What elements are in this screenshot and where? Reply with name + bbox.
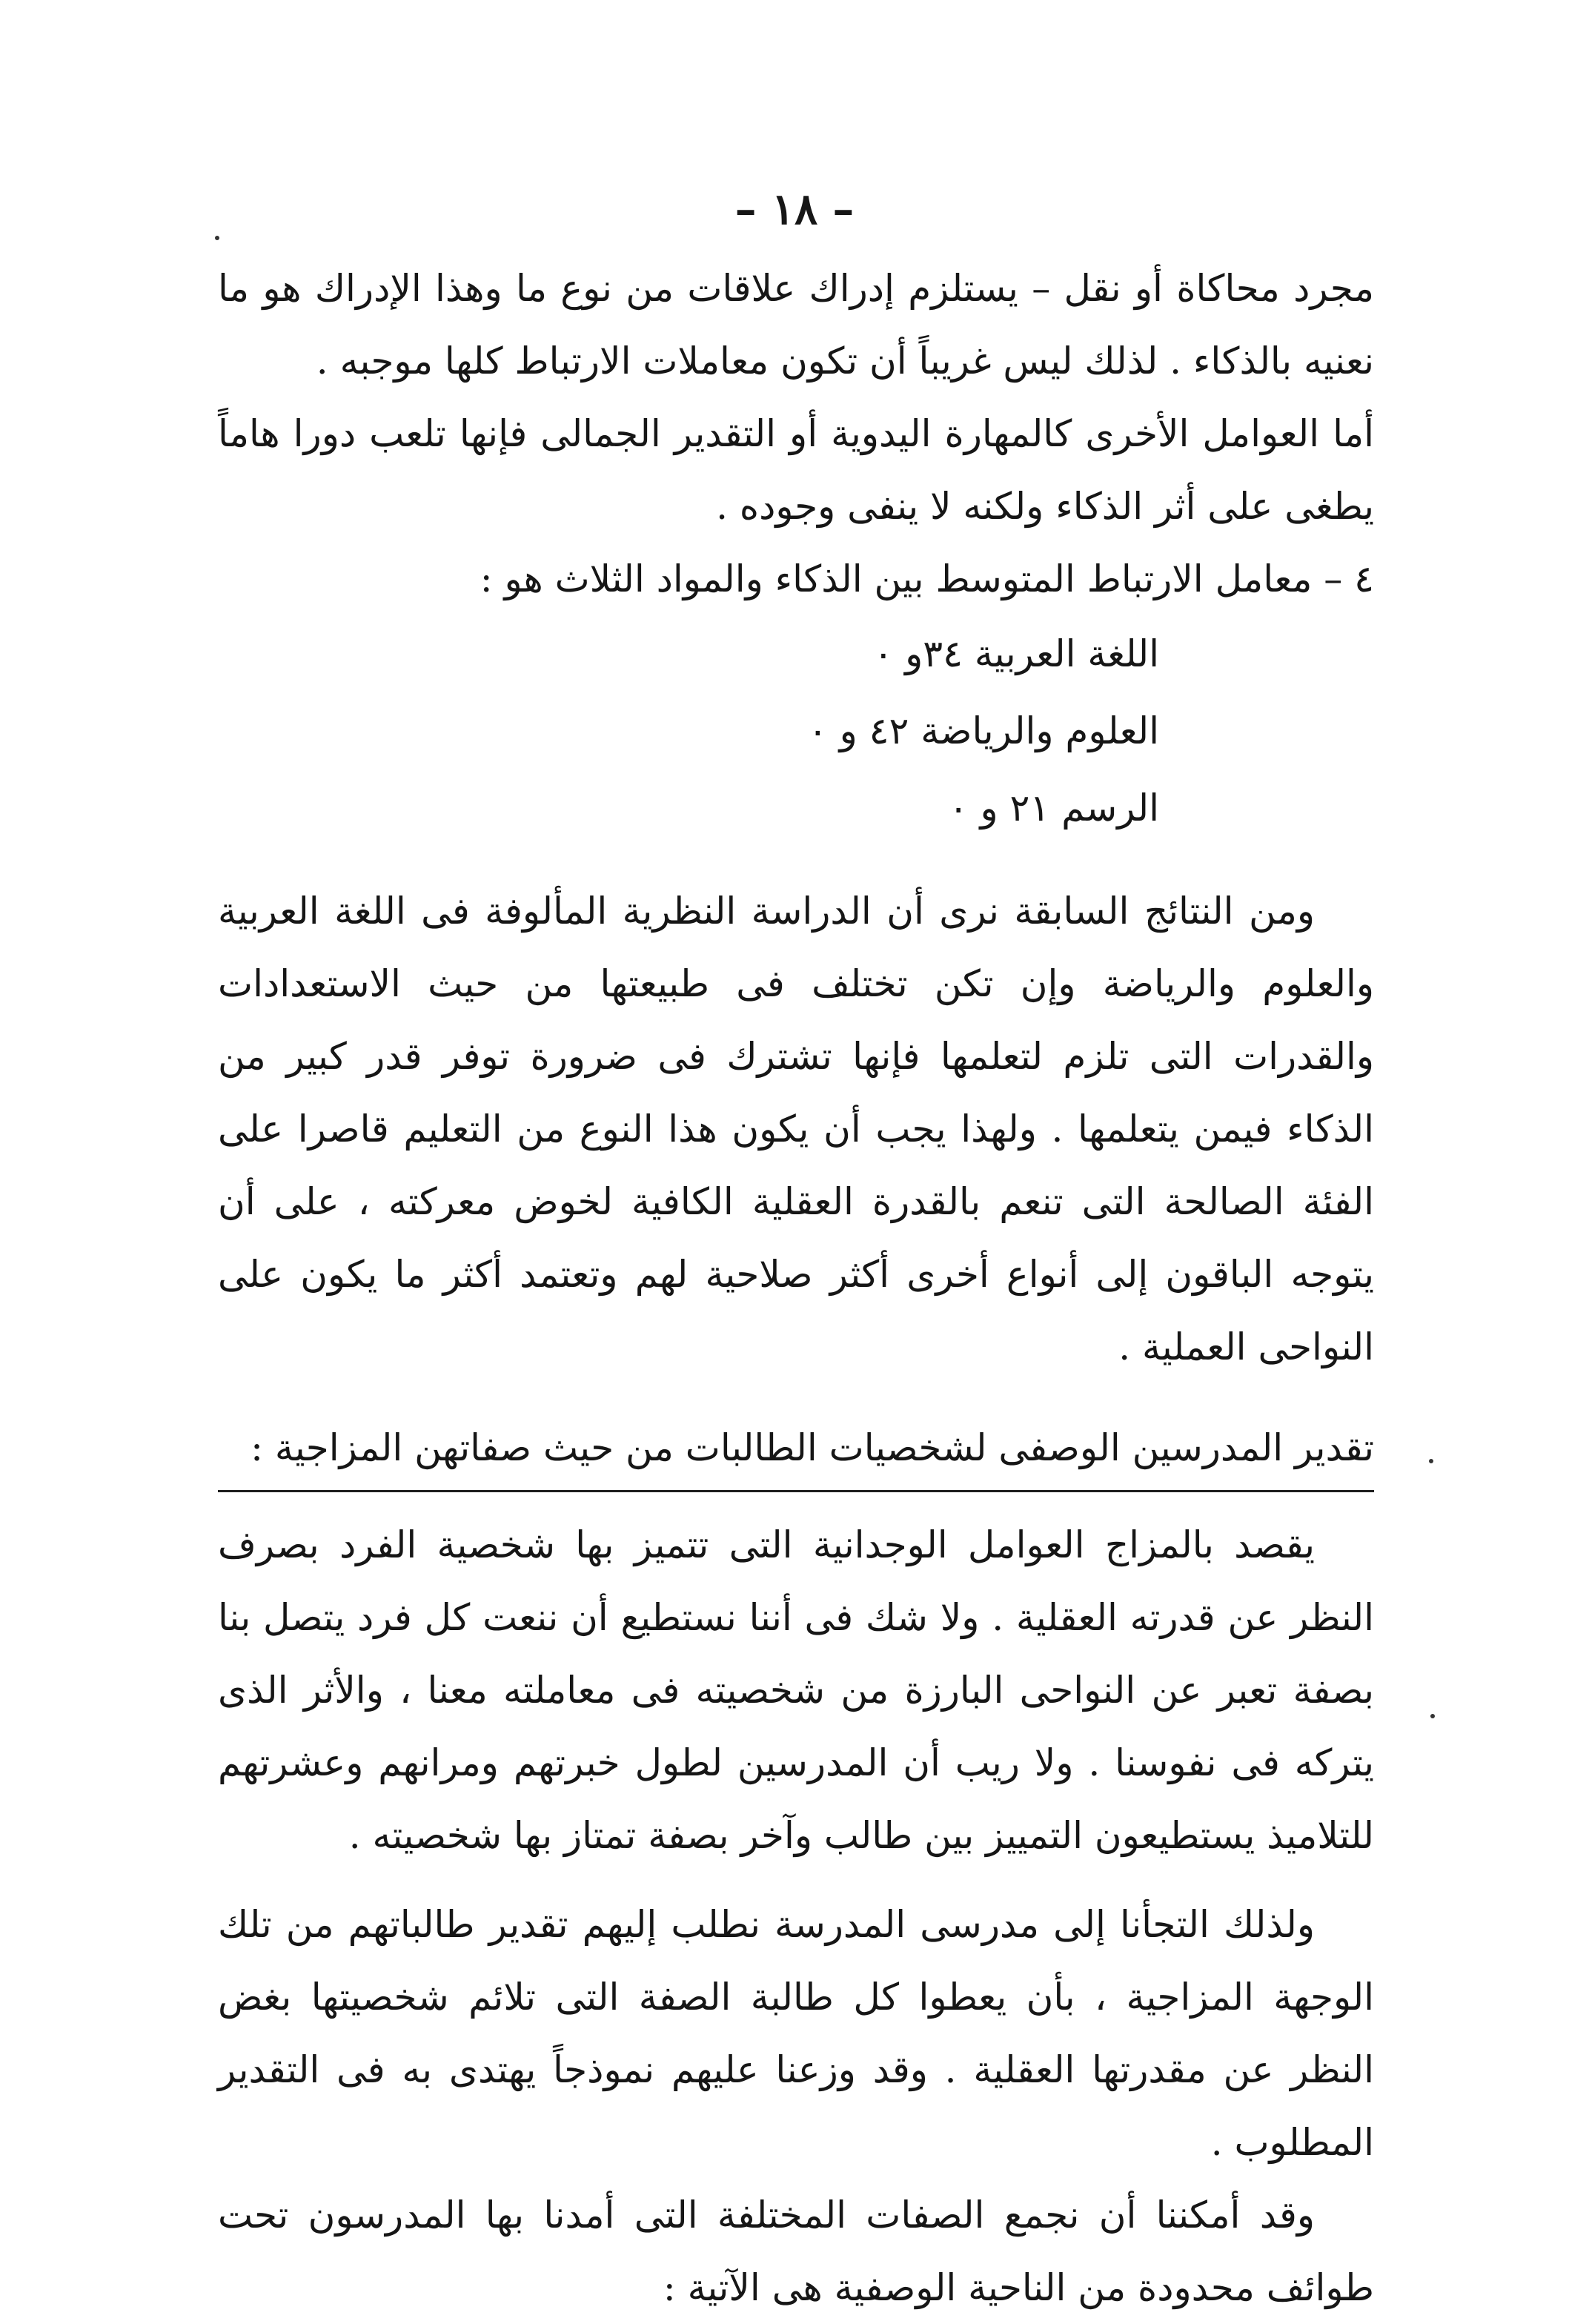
paragraph-other-factors: أما العوامل الأخرى كالمهارة اليدوية أو التقدير الجمالى فإنها تلعب دورا هاماً يطغى على أثر الذكاء ولكنه لا ينفى وجوده .: [218, 412, 1374, 528]
paragraph-continuation: مجرد محاكاة أو نقل – يستلزم إدراك علاقات من نوع ما وهذا الإدراك هو ما نعنيه بالذكاء . لذلك ليس غريباً أن تكون معاملات الارتباط كلها موجبه .: [218, 267, 1374, 383]
page-body: [218, 252, 1374, 2324]
item-4-heading: ٤ – معامل الارتباط المتوسط بين الذكاء والمواد الثلاث هو :: [480, 557, 1374, 600]
correlation-arabic: اللغة العربية ٣٤و ٠: [873, 632, 1159, 675]
correlation-science-math: العلوم والرياضة ٤٢ و ٠: [807, 709, 1159, 752]
correlation-drawing: الرسم ٢١ و ٠: [948, 787, 1159, 830]
scan-speck: [1430, 1714, 1435, 1718]
correlation-values-list: [218, 615, 1374, 847]
paragraph-teachers-rating: ولذلك التجأنا إلى مدرسى المدرسة نطلب إليهم تقدير طالباتهم من تلك الوجهة المزاجية ، بأن يعطوا كل طالبة الصفة التى تلائم شخصيتها بغض النظر عن مقدرتها العقلية . وقد وزعنا عليهم نموذجاً يهتدى به فى التقدير المطلوب .: [218, 1903, 1374, 2164]
paragraph-temperament-definition: يقصد بالمزاج العوامل الوجدانية التى تتميز بها شخصية الفرد بصرف النظر عن قدرته العقلية . ولا شك فى أننا نستطيع أن ننعت كل فرد يتصل بنا بصفة تعبر عن النواحى البارزة من شخصيته فى معاملته معنا ، والأثر الذى يتركه فى نفوسنا . ولا ريب أن المدرسين لطول خبرتهم ومرانهم وعشرتهم للتلاميذ يستطيعون التمييز بين طالب وآخر بصفة تمتاز بها شخصيته .: [218, 1523, 1374, 1857]
page-number: – ١٨ –: [734, 184, 855, 234]
paragraph-results: ومن النتائج السابقة نرى أن الدراسة النظرية المألوفة فى اللغة العربية والعلوم والرياضة وإن تكن تختلف فى طبيعتها من حيث الاستعدادات والقدرات التى تلزم لتعلمها فإنها تشترك فى ضرورة توفر قدر كبير من الذكاء فيمن يتعلمها . ولهذا يجب أن يكون هذا النوع من التعليم قاصرا على الفئة الصالحة التى تنعم بالقدرة العقلية الكافية لخوض معركته ، على أن يتوجه الباقون إلى أنواع أخرى أكثر صلاحية لهم وتعتمد أكثر ما يكون على النواحى العملية .: [218, 890, 1374, 1368]
scan-speck: [1429, 1459, 1433, 1463]
section-heading: تقدير المدرسين الوصفى لشخصيات الطالبات من حيث صفاتهن المزاجية :: [218, 1413, 1374, 1492]
scan-speck: [215, 236, 219, 240]
paragraph-categories: وقد أمكننا أن نجمع الصفات المختلفة التى أمدنا بها المدرسون تحت طوائف محدودة من الناحية الوصفية هى الآتية :: [218, 2194, 1374, 2309]
